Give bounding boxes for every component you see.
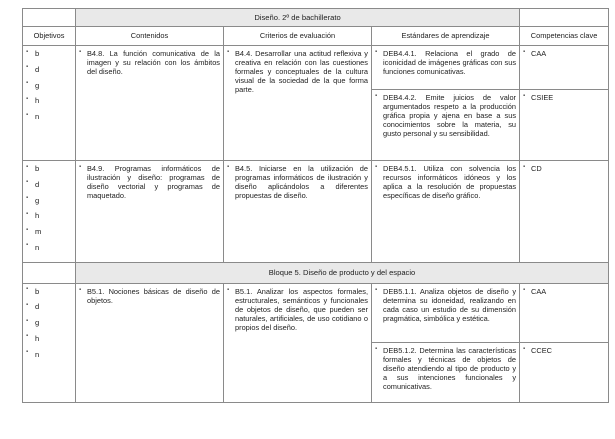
header-objetivos: Objetivos [23, 27, 76, 46]
list-item: ▪ b [26, 287, 72, 296]
corner-cell [23, 9, 76, 27]
criterio-text: ▪ B4.5. Iniciarse en la utilización de programas informáticos de ilustración y diseño aplicándolos a diferentes propuestas de diseño. [227, 164, 368, 200]
list-item: ▪ b [26, 164, 72, 173]
contenido-text: ▪ B5.1. Nociones básicas de diseño de objetos. [79, 287, 220, 305]
contenido-cell [76, 46, 224, 161]
corner-cell-right [520, 9, 609, 27]
list-item: ▪ h [26, 211, 72, 220]
list-item: ▪ h [26, 96, 72, 105]
competencia-block [520, 46, 608, 89]
competencia-block [520, 284, 608, 342]
criterio-cell [224, 161, 372, 263]
criterio-cell [224, 283, 372, 402]
competencia-text: ▪ CSIEE [523, 93, 605, 102]
header-competencias: Competencias clave [520, 27, 609, 46]
list-item: ▪ b [26, 49, 72, 58]
competencia-text: ▪ CAA [523, 287, 605, 296]
list-item: ▪ n [26, 112, 72, 121]
list-item: ▪ g [26, 196, 72, 205]
competencia-block [520, 342, 608, 402]
bloque5-title: Bloque 5. Diseño de producto y del espacio [76, 262, 609, 283]
competencias-cell [520, 46, 609, 161]
column-header-row [23, 27, 609, 46]
objetivos-list [26, 287, 72, 359]
contenido-cell [76, 283, 224, 402]
header-estandares: Estándares de aprendizaje [372, 27, 520, 46]
competencia-block [520, 89, 608, 160]
table-row [23, 283, 609, 402]
estandar-block [372, 284, 519, 342]
criterio-text: ▪ B4.4. Desarrollar una actitud reflexiva y creativa en relación con las cuestiones formales y conceptuales de la cultura visual de la sociedad de la que forma parte. [227, 49, 368, 94]
objetivos-cell [23, 161, 76, 263]
contenido-cell [76, 161, 224, 263]
list-item: ▪ d [26, 302, 72, 311]
criterio-text: ▪ B5.1. Analizar los aspectos formales, estructurales, semánticos y funcionales de objetos de diseño, que pueden ser naturales, artificiales, de uso cotidiano o propios del diseño. [227, 287, 368, 332]
estandar-text: ▪ DEB4.4.1. Relaciona el grado de iconicidad de imágenes gráficas con sus funciones comunicativas. [375, 49, 516, 76]
objetivos-list [26, 49, 72, 121]
estandar-text: ▪ DEB5.1.1. Analiza objetos de diseño y determina su idoneidad, realizando en cada caso un estudio de su dimensión pragmática, simbólica y estética. [375, 287, 516, 323]
list-item: ▪ h [26, 334, 72, 343]
competencias-cell [520, 161, 609, 263]
estandar-text: ▪ DEB5.1.2. Determina las características formales y técnicas de objetos de diseño atendiendo al tipo de producto y a sus intenciones funcionales y comunicativas. [375, 346, 516, 391]
contenido-text: ▪ B4.8. La función comunicativa de la imagen y su relación con los ámbitos del diseño. [79, 49, 220, 76]
objetivos-cell [23, 46, 76, 161]
estandar-block [372, 89, 519, 160]
list-item: ▪ d [26, 65, 72, 74]
estandar-block [372, 46, 519, 89]
estandares-cell [372, 46, 520, 161]
estandares-cell [372, 283, 520, 402]
header-criterios: Criterios de evaluación [224, 27, 372, 46]
course-title: Diseño. 2º de bachillerato [76, 9, 520, 27]
list-item: ▪ n [26, 350, 72, 359]
corner-cell [23, 262, 76, 283]
competencias-cell [520, 283, 609, 402]
estandares-cell [372, 161, 520, 263]
objetivos-list [26, 164, 72, 252]
list-item: ▪ g [26, 81, 72, 90]
list-item: ▪ g [26, 318, 72, 327]
list-item: ▪ n [26, 243, 72, 252]
competencia-text: ▪ CAA [523, 49, 605, 58]
table-row [23, 161, 609, 263]
bloque5-title-row [23, 262, 609, 283]
course-title-row [23, 9, 609, 27]
criterio-cell [224, 46, 372, 161]
estandar-text: ▪ DEB4.4.2. Emite juicios de valor argumentados respeto a la producción gráfica propia y ajena en base a sus conocimientos sobre la materia, su gusto personal y su sensibilidad. [375, 93, 516, 138]
objetivos-cell [23, 283, 76, 402]
estandar-block [372, 342, 519, 402]
contenido-text: ▪ B4.9. Programas informáticos de ilustración y diseño: programas de diseño vectorial y programas de maquetado. [79, 164, 220, 200]
list-item: ▪ d [26, 180, 72, 189]
estandar-text: ▪ DEB4.5.1. Utiliza con solvencia los recursos informáticos idóneos y los aplica a la resolución de propuestas específicas de diseño gráfico. [375, 164, 516, 200]
competencia-text: ▪ CD [523, 164, 605, 173]
header-contenidos: Contenidos [76, 27, 224, 46]
list-item: ▪ m [26, 227, 72, 236]
competencia-text: ▪ CCEC [523, 346, 605, 355]
table-row [23, 46, 609, 161]
curriculum-table [22, 8, 609, 403]
